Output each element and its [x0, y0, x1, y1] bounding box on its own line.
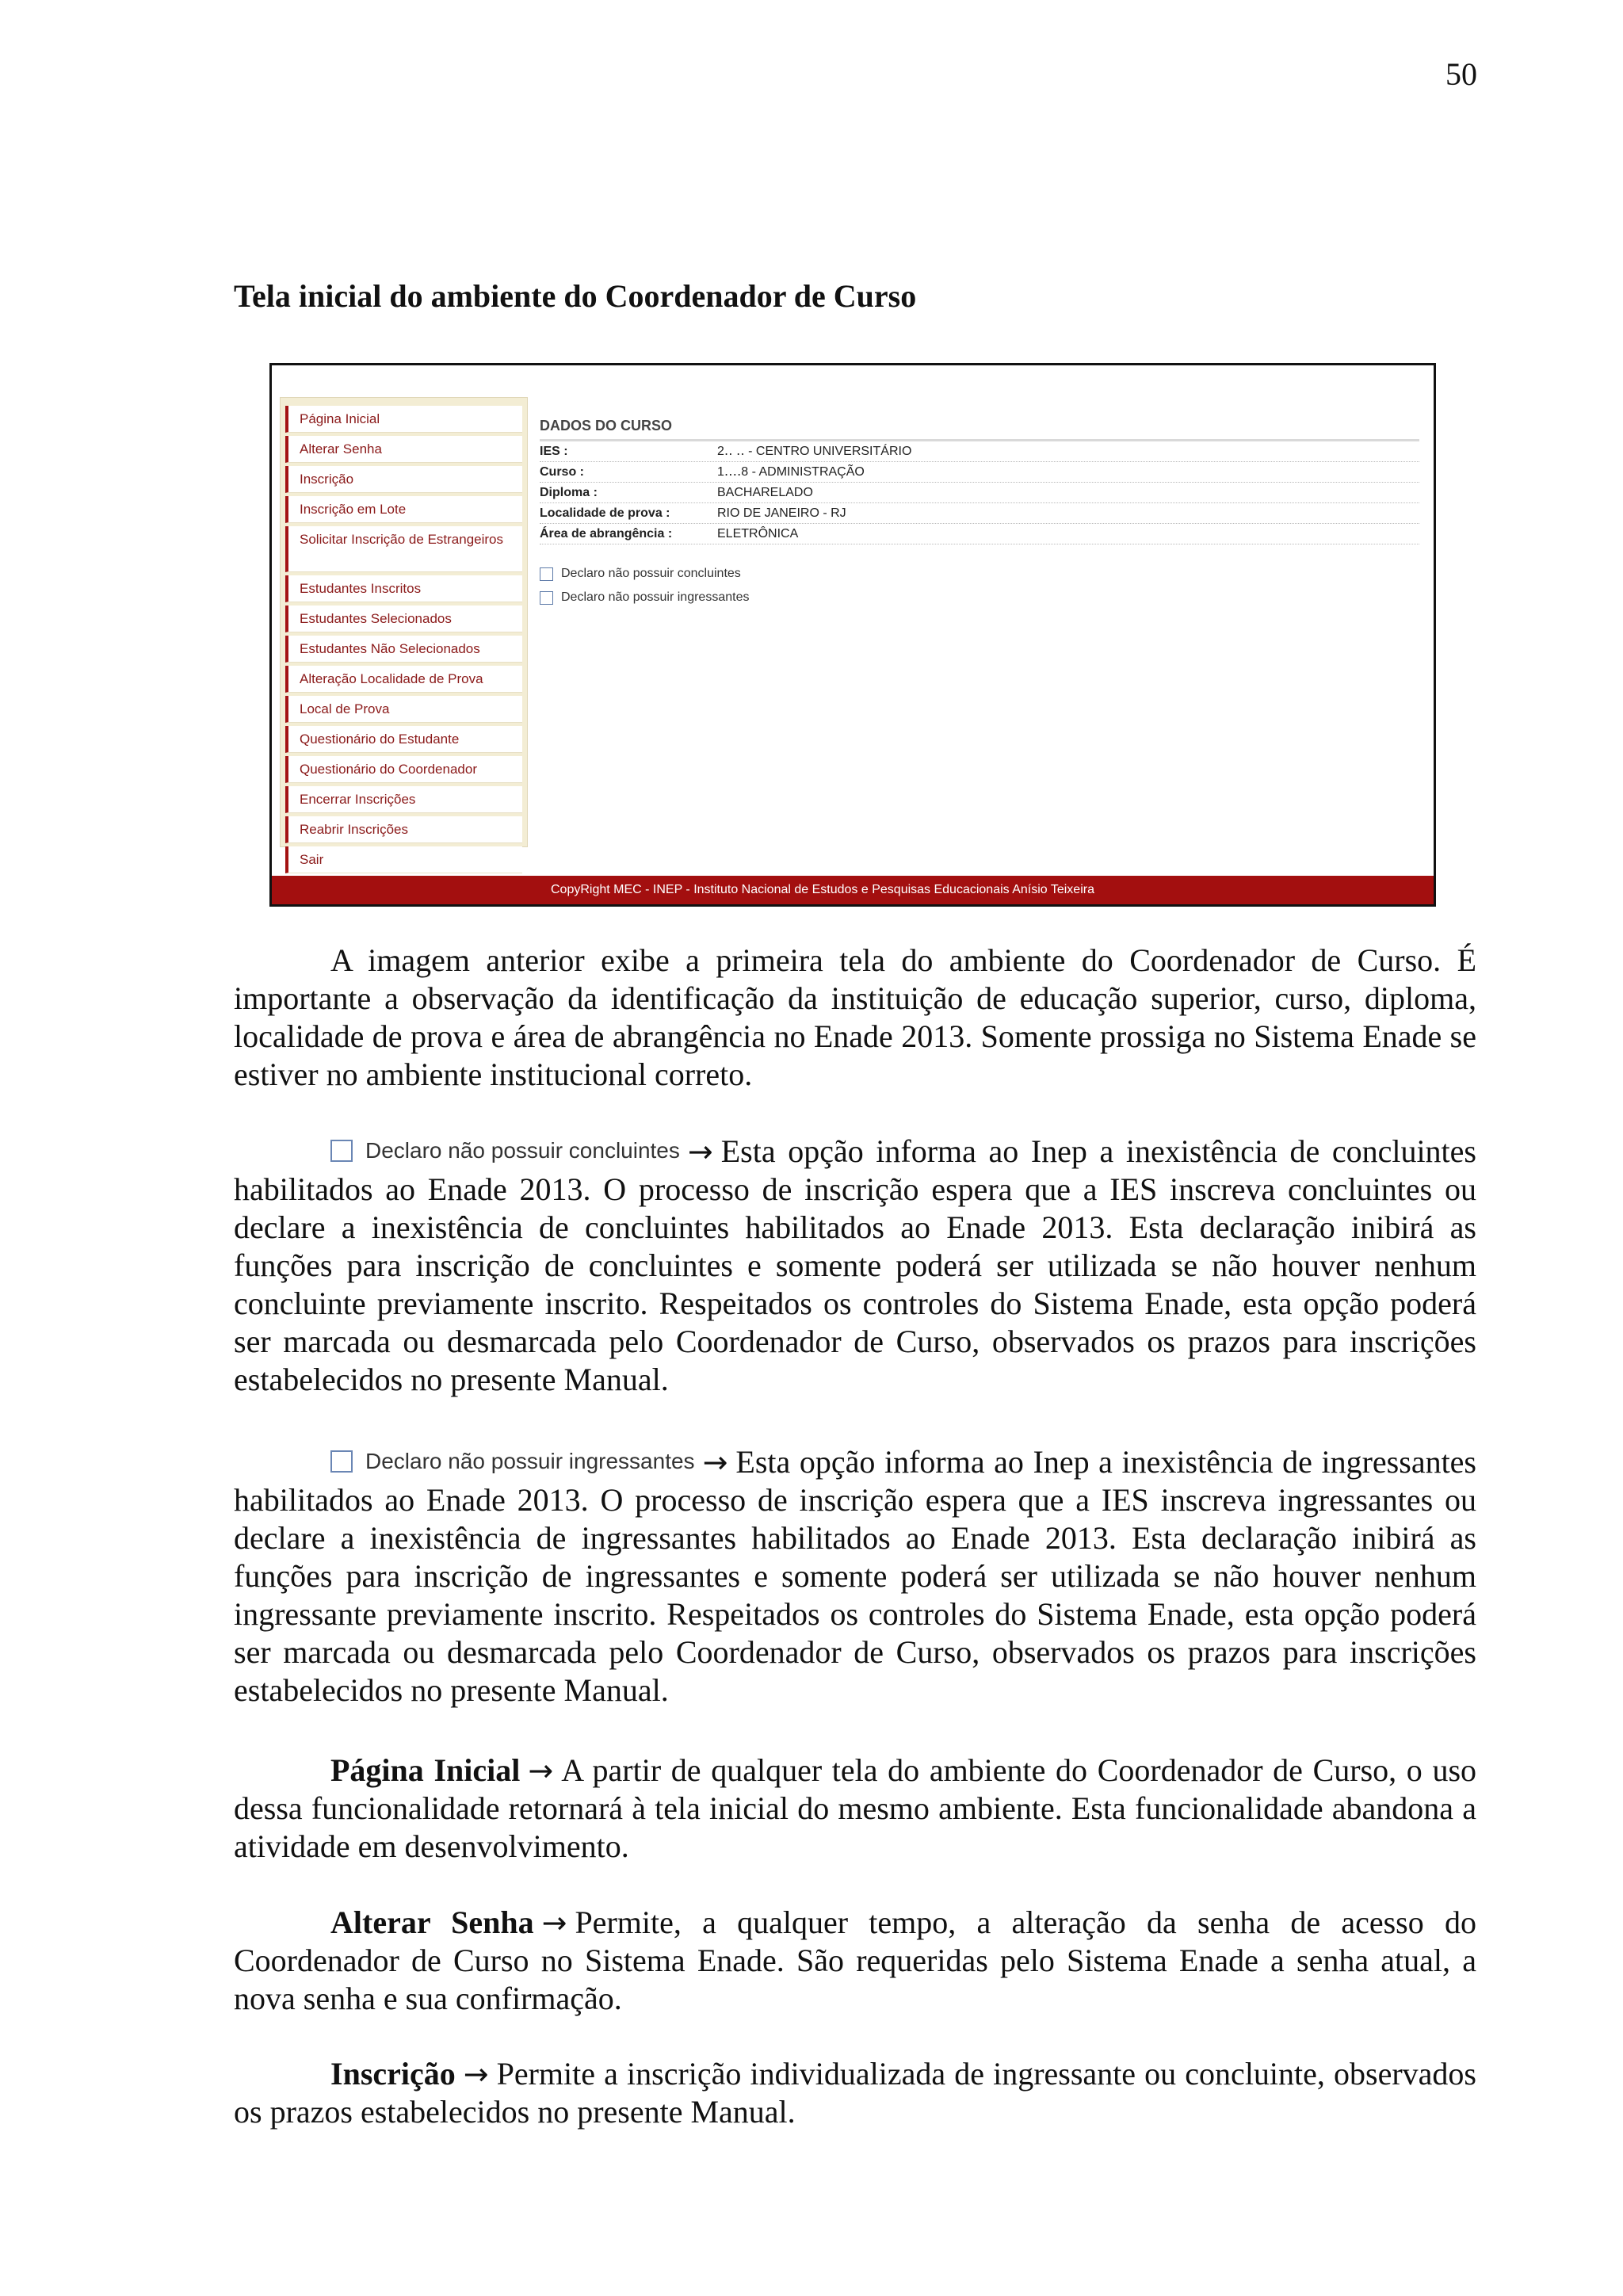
- inline-checkbox-concluintes: [330, 1132, 680, 1170]
- checkbox-icon: [330, 1140, 353, 1162]
- arrow-right-icon: →: [528, 1753, 554, 1788]
- field-label: Curso :: [540, 465, 584, 479]
- field-value: RIO DE JANEIRO - RJ: [717, 506, 846, 520]
- sidebar-item-estudantes-selecionados[interactable]: Estudantes Selecionados: [285, 606, 522, 632]
- field-value: BACHARELADO: [717, 486, 813, 499]
- paragraph-text: Esta opção informa ao Inep a inexistência de ingressantes habilitados ao Enade 2013. O processo de inscrição espera que a IES inscreva ingressantes ou declare a inexistência de ingressantes habilitados ao Enade 2013. Esta declaração inibirá as funções para inscrição de ingressantes e somente poderá ser utilizada se não houver nenhum ingressante previamente inscrito. Respeitados os controles do Sistema Enade, esta opção poderá ser marcada ou desmarcada pelo Coordenador de Curso, observados os prazos para inscrições estabelecidos no presente Manual.: [234, 1444, 1476, 1708]
- arrow-right-icon: →: [463, 2057, 489, 2092]
- field-row-ies: [540, 441, 1419, 462]
- sidebar-item-inscricao-em-lote[interactable]: Inscrição em Lote: [285, 496, 522, 523]
- copyright-footer: CopyRight MEC - INEP - Instituto Nacional de Estudos e Pesquisas Educacionais Anísio Teixeira: [272, 876, 1434, 904]
- paragraph-text: A partir de qualquer tela do ambiente do Coordenador de Curso, o uso dessa funcionalidade retornará à tela inicial do mesmo ambiente. Esta funcionalidade abandona a atividade em desenvolvimento.: [234, 1752, 1477, 1864]
- field-row-curso: [540, 462, 1419, 483]
- field-label: Localidade de prova :: [540, 506, 670, 520]
- paragraph-text: A imagem anterior exibe a primeira tela do ambiente do Coordenador de Curso. É importante a observação da identificação da instituição de educação superior, curso, diploma, localidade de prova e área de abrangência no Enade 2013. Somente prossiga no Sistema Enade se estiver no ambiente institucional correto.: [234, 942, 1476, 1092]
- paragraph-inscricao: [234, 2055, 1476, 2131]
- term-label: Alterar Senha: [330, 1904, 534, 1940]
- field-row-area: [540, 524, 1419, 544]
- inline-checkbox-label: Declaro não possuir concluintes: [365, 1138, 680, 1163]
- paragraph-intro: [234, 942, 1476, 1094]
- page-number: 50: [1445, 56, 1477, 92]
- section-title: Tela inicial do ambiente do Coordenador de Curso: [234, 278, 917, 314]
- checkbox-icon[interactable]: [540, 591, 553, 605]
- field-label: Área de abrangência :: [540, 527, 673, 541]
- sidebar-item-alterar-senha[interactable]: Alterar Senha: [285, 436, 522, 463]
- checkbox-icon: [330, 1450, 353, 1473]
- term-label: Inscrição: [330, 2056, 456, 2092]
- paragraph-text: Esta opção informa ao Inep a inexistência de concluintes habilitados ao Enade 2013. O processo de inscrição espera que a IES inscreva concluintes ou declare a inexistência de concluintes habilitados ao Enade 2013. Esta declaração inibirá as funções para inscrição de concluintes e somente poderá ser utilizada se não houver nenhum concluinte previamente inscrito. Respeitados os controles do Sistema Enade, esta opção poderá ser marcada ou desmarcada pelo Coordenador de Curso, observados os prazos para inscrições estabelecidos no presente Manual.: [234, 1133, 1476, 1397]
- sidebar-item-encerrar-inscricoes[interactable]: Encerrar Inscrições: [285, 786, 522, 813]
- field-value: 1‥‥8 - ADMINISTRAÇÃO: [717, 465, 865, 479]
- course-data-title: DADOS DO CURSO: [540, 418, 1419, 441]
- term-label: Página Inicial: [330, 1752, 521, 1788]
- checkbox-label: Declaro não possuir concluintes: [561, 567, 741, 580]
- paragraph-ingressantes: [234, 1442, 1476, 1710]
- checkbox-icon[interactable]: [540, 567, 553, 581]
- field-row-diploma: [540, 483, 1419, 503]
- field-value: ELETRÔNICA: [717, 527, 799, 541]
- checkbox-label: Declaro não possuir ingressantes: [561, 590, 750, 604]
- sidebar-item-pagina-inicial[interactable]: Página Inicial: [285, 406, 522, 433]
- paragraph-text: Permite, a qualquer tempo, a alteração da senha de acesso do Coordenador de Curso no Sistema Enade. São requeridas pelo Sistema Enade a senha atual, a nova senha e sua confirmação.: [234, 1904, 1476, 2016]
- sidebar-menu: [280, 397, 528, 867]
- sidebar-item-inscricao[interactable]: Inscrição: [285, 466, 522, 493]
- screenshot-top-bar: [272, 365, 1434, 391]
- inline-checkbox-label: Declaro não possuir ingressantes: [365, 1449, 695, 1473]
- sidebar-item-local-de-prova[interactable]: Local de Prova: [285, 696, 522, 723]
- sidebar-item-questionario-estudante[interactable]: Questionário do Estudante: [285, 726, 522, 753]
- declaration-checkboxes: [540, 562, 1426, 609]
- arrow-right-icon: →: [687, 1134, 713, 1169]
- sidebar-item-estudantes-nao-selecionados[interactable]: Estudantes Não Selecionados: [285, 636, 522, 663]
- paragraph-concluintes: [234, 1132, 1476, 1399]
- arrow-right-icon: →: [702, 1445, 728, 1480]
- sidebar-item-sair[interactable]: Sair: [285, 846, 522, 873]
- paragraph-pagina-inicial: [234, 1752, 1476, 1866]
- screenshot-frame: [269, 363, 1436, 907]
- course-data-panel: [540, 397, 1426, 847]
- field-row-localidade: [540, 503, 1419, 524]
- sidebar-item-solicitar-inscricao-estrangeiros[interactable]: Solicitar Inscrição de Estrangeiros: [285, 526, 522, 572]
- sidebar-item-questionario-coordenador[interactable]: Questionário do Coordenador: [285, 756, 522, 783]
- arrow-right-icon: →: [541, 1905, 567, 1940]
- sidebar-item-estudantes-inscritos[interactable]: Estudantes Inscritos: [285, 575, 522, 602]
- field-label: Diploma :: [540, 486, 598, 499]
- paragraph-text: Permite a inscrição individualizada de ingressante ou concluinte, observados os prazos estabelecidos no presente Manual.: [234, 2056, 1476, 2130]
- sidebar-item-reabrir-inscricoes[interactable]: Reabrir Inscrições: [285, 816, 522, 843]
- inline-checkbox-ingressantes: [330, 1442, 695, 1480]
- field-value: 2‥ ‥ - CENTRO UNIVERSITÁRIO: [717, 445, 912, 458]
- checkbox-no-concluintes[interactable]: [540, 562, 1426, 586]
- field-label: IES :: [540, 445, 568, 458]
- checkbox-no-ingressantes[interactable]: [540, 586, 1426, 609]
- paragraph-alterar-senha: [234, 1904, 1476, 2018]
- sidebar-item-alteracao-localidade-prova[interactable]: Alteração Localidade de Prova: [285, 666, 522, 693]
